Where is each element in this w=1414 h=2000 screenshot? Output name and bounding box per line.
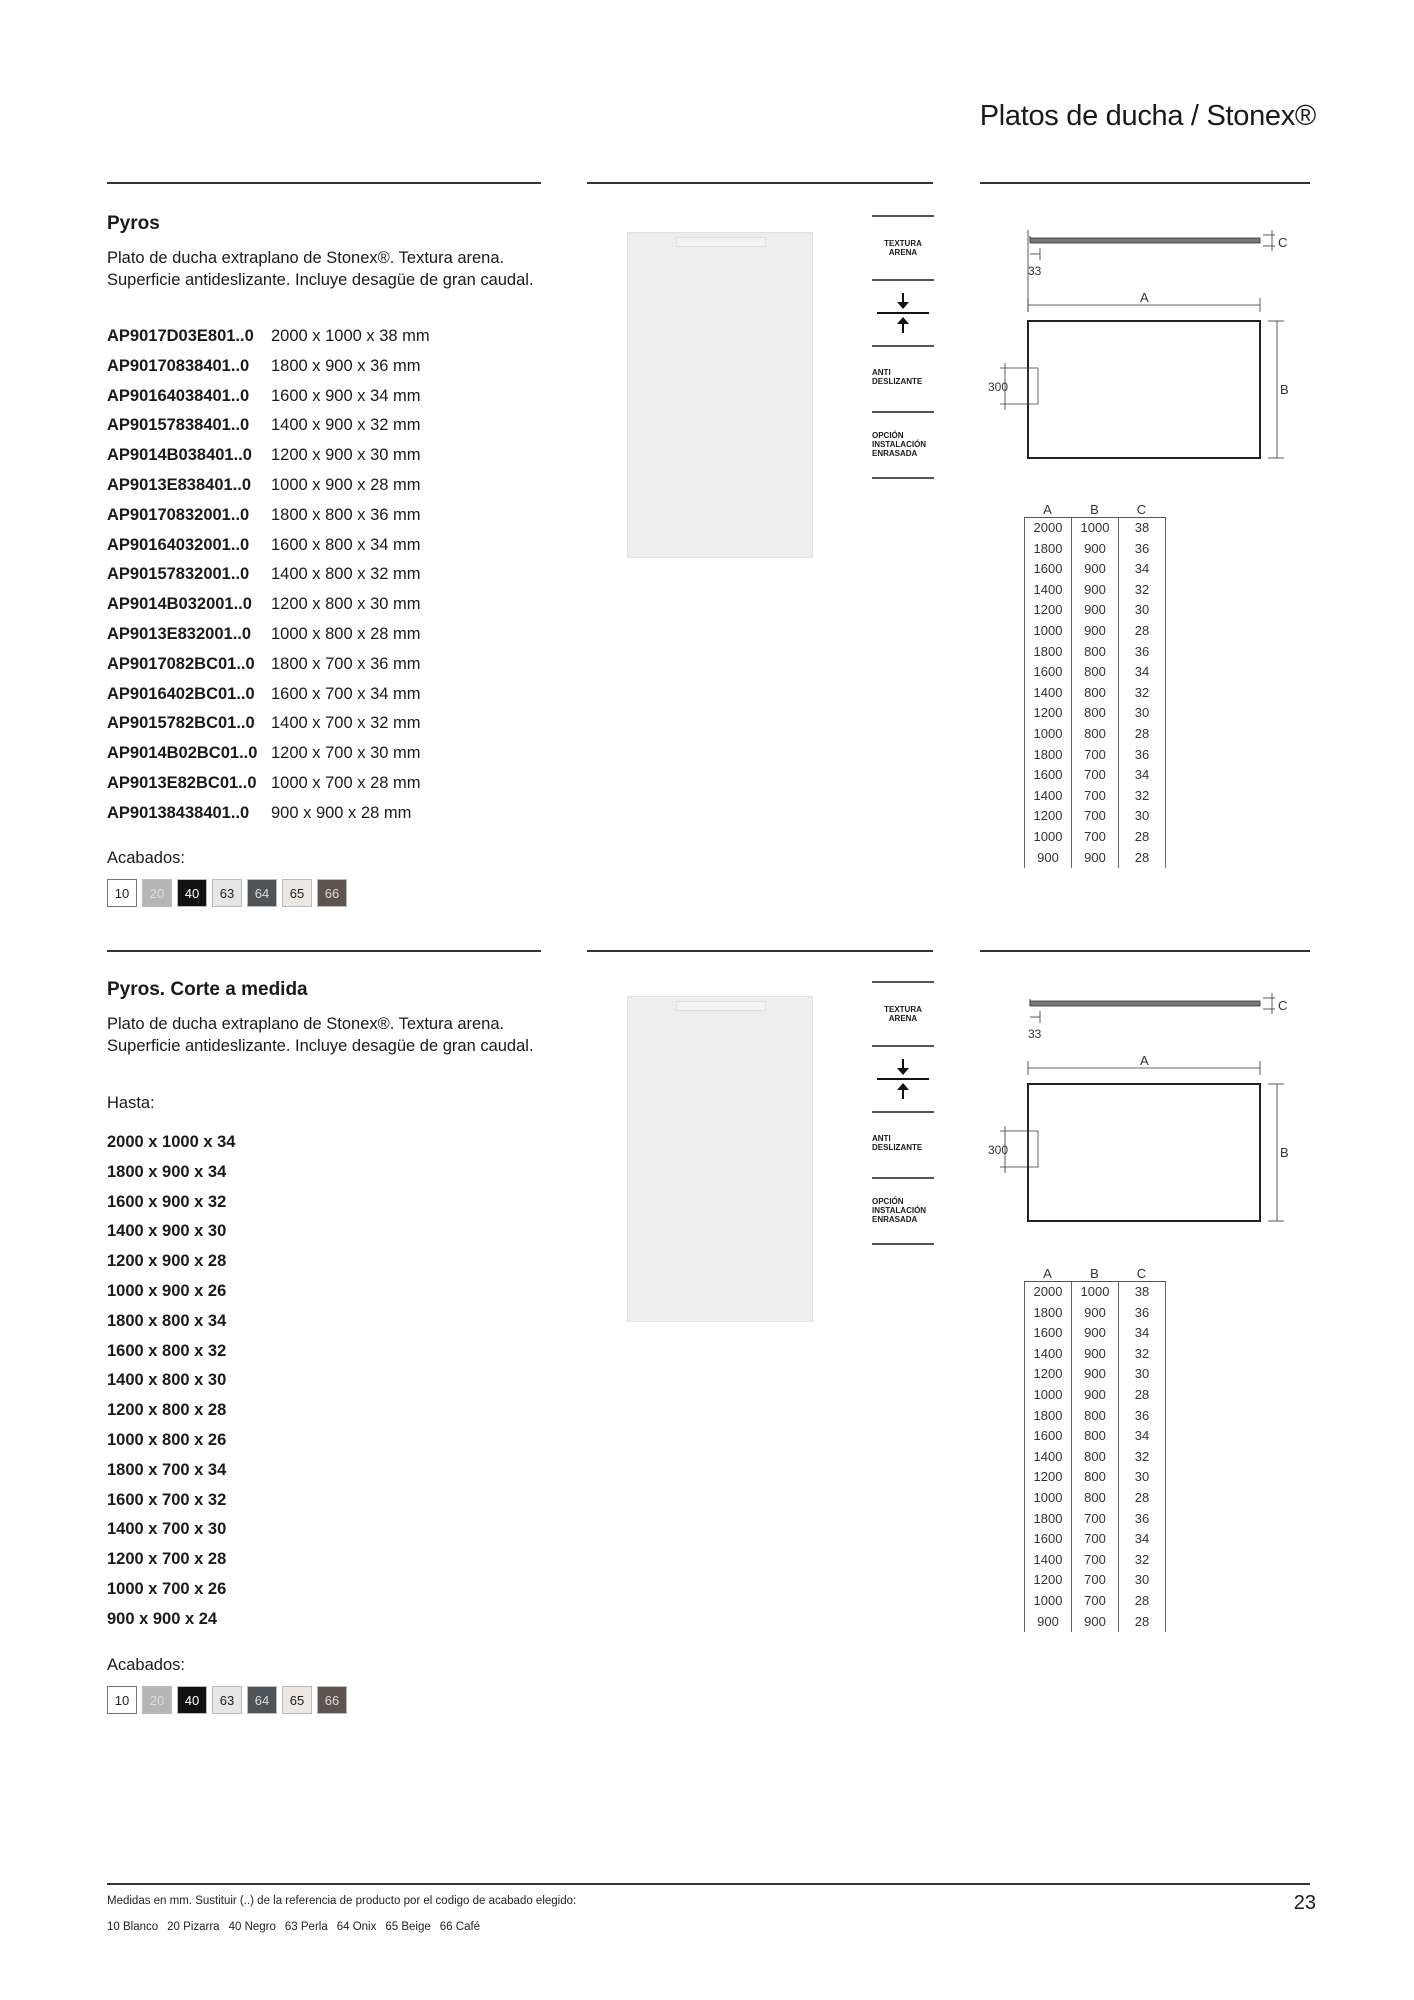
product-row [107, 799, 430, 829]
legend-item: 20 Pizarra [167, 1921, 220, 1933]
table-header [1024, 1266, 1166, 1281]
legend-item: 66 Café [439, 1921, 481, 1933]
shower-tray-photo [627, 996, 813, 1322]
table-cell: 1800 [1033, 1407, 1063, 1423]
size-item: 900 x 900 x 24 [107, 1609, 218, 1628]
size-item: 1600 x 900 x 32 [107, 1192, 227, 1211]
table-cell: 1600 [1033, 1325, 1063, 1341]
product-dimensions: 1600 x 900 x 34 mm [271, 386, 421, 405]
table-cell: 28 [1134, 622, 1150, 638]
plan-view [1028, 1084, 1260, 1221]
profile-view [1030, 238, 1260, 243]
product-row [107, 352, 430, 382]
table-cell: 800 [1084, 1407, 1106, 1423]
finish-swatch: 10 [107, 1686, 137, 1714]
size-item: 1400 x 700 x 30 [107, 1520, 227, 1539]
product-description: Plato de ducha extraplano de Stonex®. Textura arena. Superficie antideslizante. Incluye desagüe de gran caudal. [107, 249, 534, 289]
page-number: 23 [1293, 1892, 1316, 1914]
page-title: Platos de ducha / Stonex® [979, 100, 1316, 132]
product-dimensions: 1400 x 800 x 32 mm [271, 565, 421, 584]
table-cell: 28 [1134, 828, 1150, 844]
product-row [107, 411, 430, 441]
table-cell: 900 [1084, 581, 1106, 597]
table-header-cell: B [1090, 502, 1099, 517]
product-dimensions: 900 x 900 x 28 mm [271, 803, 412, 822]
table-cell: 700 [1084, 808, 1106, 824]
product-row [107, 769, 430, 799]
dim-300-label: 300 [988, 380, 1009, 394]
legend-item: 10 Blanco [107, 1921, 159, 1933]
table-cell: 28 [1134, 1613, 1150, 1629]
table-cell: 800 [1084, 684, 1106, 700]
legend-item: 64 Onix [336, 1921, 377, 1933]
table-cell: 34 [1134, 664, 1150, 680]
table-cell: 900 [1084, 1613, 1106, 1629]
dimensions-table [1024, 1266, 1166, 1632]
product-code: AP90138438401..0 [107, 803, 250, 822]
table-cell: 800 [1084, 1428, 1106, 1444]
finishes-label: Acabados: [107, 849, 185, 867]
table-cell: 28 [1134, 1386, 1150, 1402]
up-to-label: Hasta: [107, 1094, 155, 1112]
table-cell: 2000 [1033, 1284, 1063, 1299]
product-dimensions: 1400 x 700 x 32 mm [271, 714, 421, 733]
table-cell: 32 [1134, 1551, 1150, 1567]
table-cell: 1000 [1033, 1592, 1063, 1608]
product-code: AP9013E82BC01..0 [107, 773, 257, 792]
table-cell: 1600 [1033, 767, 1063, 783]
table-cell: 30 [1134, 705, 1150, 721]
product-row [107, 739, 430, 769]
size-item: 1200 x 900 x 28 [107, 1252, 227, 1271]
product-code: AP9017D03E801..0 [107, 327, 254, 345]
product-dimensions: 1200 x 700 x 30 mm [271, 744, 421, 763]
table-cell: 900 [1084, 561, 1106, 577]
product-code: AP90164032001..0 [107, 535, 250, 554]
anti-slip-icon [872, 1059, 934, 1099]
product-dimensions: 1800 x 800 x 36 mm [271, 505, 421, 524]
product-dimensions: 1800 x 700 x 36 mm [271, 654, 421, 673]
product-dimensions: 1000 x 800 x 28 mm [271, 624, 421, 643]
drain-cover [676, 1001, 766, 1011]
product-code: AP90164038401..0 [107, 386, 250, 405]
dim-c-label: C [1278, 235, 1288, 250]
size-item: 1600 x 700 x 32 [107, 1490, 227, 1509]
table-cell: 30 [1134, 602, 1150, 618]
finish-swatch: 64 [247, 879, 277, 907]
table-cell: 800 [1084, 725, 1106, 741]
table-cell: 36 [1134, 643, 1150, 659]
table-cell: 900 [1084, 622, 1106, 638]
table-cell: 1200 [1033, 1366, 1063, 1382]
product-row [107, 590, 430, 620]
finish-swatches [107, 1686, 347, 1714]
table-cell: 900 [1084, 540, 1106, 556]
flush-install-feature-label: OPCIÓN INSTALACIÓN ENRASADA [872, 431, 927, 458]
table-cell: 30 [1134, 1469, 1150, 1485]
product-row [107, 709, 430, 739]
table-cell: 700 [1084, 746, 1106, 762]
table-cell: 1000 [1080, 520, 1110, 535]
product-row [107, 382, 430, 412]
shower-tray-photo [627, 232, 813, 558]
table-header-cell: C [1136, 502, 1147, 517]
anti-slip-icon [872, 293, 934, 333]
finish-swatch: 63 [212, 1686, 242, 1714]
product-row [107, 531, 430, 561]
divider [107, 182, 541, 184]
size-item: 1000 x 900 x 26 [107, 1281, 227, 1300]
table-cell: 32 [1134, 787, 1150, 803]
table-cell: 700 [1084, 787, 1106, 803]
table-cell: 1200 [1033, 705, 1063, 721]
table-cell: 32 [1134, 1448, 1150, 1464]
table-cell: 1800 [1033, 540, 1063, 556]
table-cell: 28 [1134, 1592, 1150, 1608]
divider [587, 182, 933, 184]
product-dimensions: 1600 x 700 x 34 mm [271, 684, 421, 703]
product-code: AP90157838401..0 [107, 416, 250, 435]
size-item: 1200 x 800 x 28 [107, 1401, 227, 1420]
texture-feature-label: TEXTURA ARENA [884, 1005, 922, 1023]
table-header [1024, 502, 1166, 517]
footer-note: Medidas en mm. Sustituir (..) de la referencia de producto por el codigo de acabado elegido: [107, 1895, 577, 1907]
product-dimensions: 1200 x 900 x 30 mm [271, 446, 421, 465]
finish-swatch: 64 [247, 1686, 277, 1714]
dim-a-label: A [1140, 290, 1149, 305]
table-cell: 32 [1134, 684, 1150, 700]
table-header-cell: A [1043, 502, 1052, 517]
finish-swatch: 20 [142, 1686, 172, 1714]
table-cell: 1800 [1033, 1510, 1063, 1526]
table-cell: 1600 [1033, 1428, 1063, 1444]
product-row [107, 680, 430, 710]
table-cell: 1200 [1033, 1469, 1063, 1485]
table-cell: 1000 [1080, 1284, 1110, 1299]
product-code: AP9016402BC01..0 [107, 684, 255, 703]
product-title: Pyros [107, 213, 160, 234]
product-code: AP9014B02BC01..0 [107, 744, 258, 763]
table-column [1118, 1282, 1166, 1632]
anti-slip-feature-label: ANTI DESLIZANTE [872, 1134, 923, 1152]
table-cell: 700 [1084, 767, 1106, 783]
table-column [1071, 518, 1118, 868]
table-column [1024, 518, 1071, 868]
divider [980, 950, 1310, 952]
size-item: 1400 x 900 x 30 [107, 1222, 227, 1241]
divider [980, 182, 1310, 184]
product-code: AP90170832001..0 [107, 505, 250, 524]
finish-swatch: 65 [282, 1686, 312, 1714]
table-cell: 700 [1084, 1531, 1106, 1547]
dim-33-label: 33 [1028, 1027, 1042, 1041]
product-dimensions: 1200 x 800 x 30 mm [271, 595, 421, 614]
table-cell: 1400 [1033, 1345, 1063, 1361]
product-code-list [107, 322, 430, 829]
finish-swatch: 66 [317, 879, 347, 907]
table-header-cell: B [1090, 1266, 1099, 1281]
divider [587, 950, 933, 952]
table-cell: 30 [1134, 1572, 1150, 1588]
dim-b-label: B [1280, 1145, 1289, 1160]
table-header-cell: C [1136, 1266, 1147, 1281]
product-title: Pyros. Corte a medida [107, 979, 308, 1000]
dim-33-label: 33 [1028, 264, 1042, 278]
table-cell: 34 [1134, 767, 1150, 783]
table-cell: 800 [1084, 664, 1106, 680]
finish-swatch: 10 [107, 879, 137, 907]
product-dimensions: 1800 x 900 x 36 mm [271, 356, 421, 375]
product-dimensions: 1000 x 700 x 28 mm [271, 773, 421, 792]
table-cell: 32 [1134, 1345, 1150, 1361]
table-cell: 1400 [1033, 684, 1063, 700]
size-item: 1800 x 800 x 34 [107, 1311, 227, 1330]
table-cell: 34 [1134, 561, 1150, 577]
table-cell: 34 [1134, 1325, 1150, 1341]
product-row [107, 322, 430, 352]
table-cell: 28 [1134, 849, 1150, 865]
table-cell: 30 [1134, 1366, 1150, 1382]
table-cell: 1200 [1033, 808, 1063, 824]
product-row [107, 560, 430, 590]
table-cell: 1800 [1033, 746, 1063, 762]
table-cell: 900 [1084, 1386, 1106, 1402]
product-row [107, 471, 430, 501]
table-column [1118, 518, 1166, 868]
product-code: AP90157832001..0 [107, 565, 250, 584]
product-code: AP9014B032001..0 [107, 595, 252, 614]
table-cell: 1200 [1033, 602, 1063, 618]
finish-swatch: 63 [212, 879, 242, 907]
size-item: 1200 x 700 x 28 [107, 1550, 227, 1569]
table-cell: 36 [1134, 540, 1150, 556]
footer-divider [107, 1883, 1310, 1885]
product-dimensions: 1600 x 800 x 34 mm [271, 535, 421, 554]
table-cell: 700 [1084, 1572, 1106, 1588]
product-code: AP9013E838401..0 [107, 475, 252, 494]
finish-swatch: 66 [317, 1686, 347, 1714]
table-cell: 1600 [1033, 561, 1063, 577]
table-cell: 38 [1134, 520, 1150, 535]
texture-feature-label: TEXTURA ARENA [884, 239, 922, 257]
table-cell: 800 [1084, 643, 1106, 659]
table-cell: 1800 [1033, 643, 1063, 659]
table-column [1024, 1282, 1071, 1632]
product-dimensions: 1400 x 900 x 32 mm [271, 416, 421, 435]
product-code: AP9015782BC01..0 [107, 714, 255, 733]
table-header-cell: A [1043, 1266, 1052, 1281]
size-item: 1800 x 700 x 34 [107, 1460, 227, 1479]
table-cell: 1400 [1033, 787, 1063, 803]
finish-swatch: 65 [282, 879, 312, 907]
product-code: AP9014B038401..0 [107, 446, 252, 465]
table-cell: 1000 [1033, 1386, 1063, 1402]
table-cell: 900 [1037, 849, 1059, 865]
table-cell: 900 [1084, 602, 1106, 618]
product-code: AP9013E832001..0 [107, 624, 252, 643]
table-cell: 1000 [1033, 725, 1063, 741]
size-item: 1000 x 700 x 26 [107, 1579, 227, 1598]
table-cell: 1400 [1033, 581, 1063, 597]
table-cell: 1800 [1033, 1304, 1063, 1320]
product-code: AP9017082BC01..0 [107, 654, 255, 673]
divider [107, 950, 541, 952]
table-cell: 28 [1134, 1489, 1150, 1505]
product-row [107, 650, 430, 680]
dim-300-label: 300 [988, 1143, 1009, 1157]
table-cell: 700 [1084, 1551, 1106, 1567]
finish-swatch: 40 [177, 879, 207, 907]
dim-c-label: C [1278, 998, 1288, 1013]
product-description: Plato de ducha extraplano de Stonex®. Textura arena. Superficie antideslizante. Incluye desagüe de gran caudal. [107, 1015, 534, 1055]
table-cell: 1000 [1033, 622, 1063, 638]
table-body [1024, 1281, 1166, 1632]
finishes-label: Acabados: [107, 1656, 185, 1674]
table-cell: 34 [1134, 1531, 1150, 1547]
table-cell: 30 [1134, 808, 1150, 824]
table-cell: 1200 [1033, 1572, 1063, 1588]
table-cell: 1400 [1033, 1551, 1063, 1567]
table-cell: 900 [1084, 849, 1106, 865]
flush-install-feature-label: OPCIÓN INSTALACIÓN ENRASADA [872, 1197, 927, 1224]
dim-b-label: B [1280, 382, 1289, 397]
finish-legend [107, 1921, 489, 1933]
product-dimensions: 1000 x 900 x 28 mm [271, 475, 421, 494]
table-cell: 1600 [1033, 1531, 1063, 1547]
table-cell: 36 [1134, 1304, 1150, 1320]
table-column [1071, 1282, 1118, 1632]
profile-view [1030, 1001, 1260, 1006]
table-cell: 1400 [1033, 1448, 1063, 1464]
table-cell: 32 [1134, 581, 1150, 597]
table-cell: 800 [1084, 1489, 1106, 1505]
legend-item: 63 Perla [284, 1921, 328, 1933]
size-list [107, 1128, 235, 1635]
product-dimensions: 2000 x 1000 x 38 mm [271, 327, 430, 345]
table-cell: 800 [1084, 1448, 1106, 1464]
table-cell: 800 [1084, 1469, 1106, 1485]
finish-swatch: 40 [177, 1686, 207, 1714]
product-code: AP90170838401..0 [107, 356, 250, 375]
table-cell: 38 [1134, 1284, 1150, 1299]
size-item: 1400 x 800 x 30 [107, 1371, 227, 1390]
table-body [1024, 517, 1166, 868]
dimensions-table [1024, 502, 1166, 868]
table-cell: 36 [1134, 1407, 1150, 1423]
size-item: 1800 x 900 x 34 [107, 1162, 227, 1181]
finish-swatch: 20 [142, 879, 172, 907]
table-cell: 28 [1134, 725, 1150, 741]
table-cell: 800 [1084, 705, 1106, 721]
table-cell: 2000 [1033, 520, 1063, 535]
table-cell: 900 [1084, 1345, 1106, 1361]
legend-item: 65 Beige [385, 1921, 431, 1933]
plan-view [1028, 321, 1260, 458]
anti-slip-feature-label: ANTI DESLIZANTE [872, 368, 923, 386]
table-cell: 1600 [1033, 664, 1063, 680]
table-cell: 900 [1084, 1304, 1106, 1320]
table-cell: 36 [1134, 746, 1150, 762]
table-cell: 900 [1084, 1325, 1106, 1341]
size-item: 1600 x 800 x 32 [107, 1341, 227, 1360]
product-row [107, 501, 430, 531]
product-row [107, 441, 430, 471]
legend-item: 40 Negro [228, 1921, 276, 1933]
table-cell: 1000 [1033, 828, 1063, 844]
product-row [107, 620, 430, 650]
drain-cover [676, 237, 766, 247]
table-cell: 700 [1084, 1592, 1106, 1608]
table-cell: 900 [1037, 1613, 1059, 1629]
table-cell: 36 [1134, 1510, 1150, 1526]
table-cell: 34 [1134, 1428, 1150, 1444]
finish-swatches [107, 879, 347, 907]
table-cell: 700 [1084, 1510, 1106, 1526]
size-item: 1000 x 800 x 26 [107, 1430, 227, 1449]
size-item: 2000 x 1000 x 34 [107, 1133, 236, 1151]
table-cell: 1000 [1033, 1489, 1063, 1505]
dim-a-label: A [1140, 1053, 1149, 1068]
table-cell: 900 [1084, 1366, 1106, 1382]
table-cell: 700 [1084, 828, 1106, 844]
